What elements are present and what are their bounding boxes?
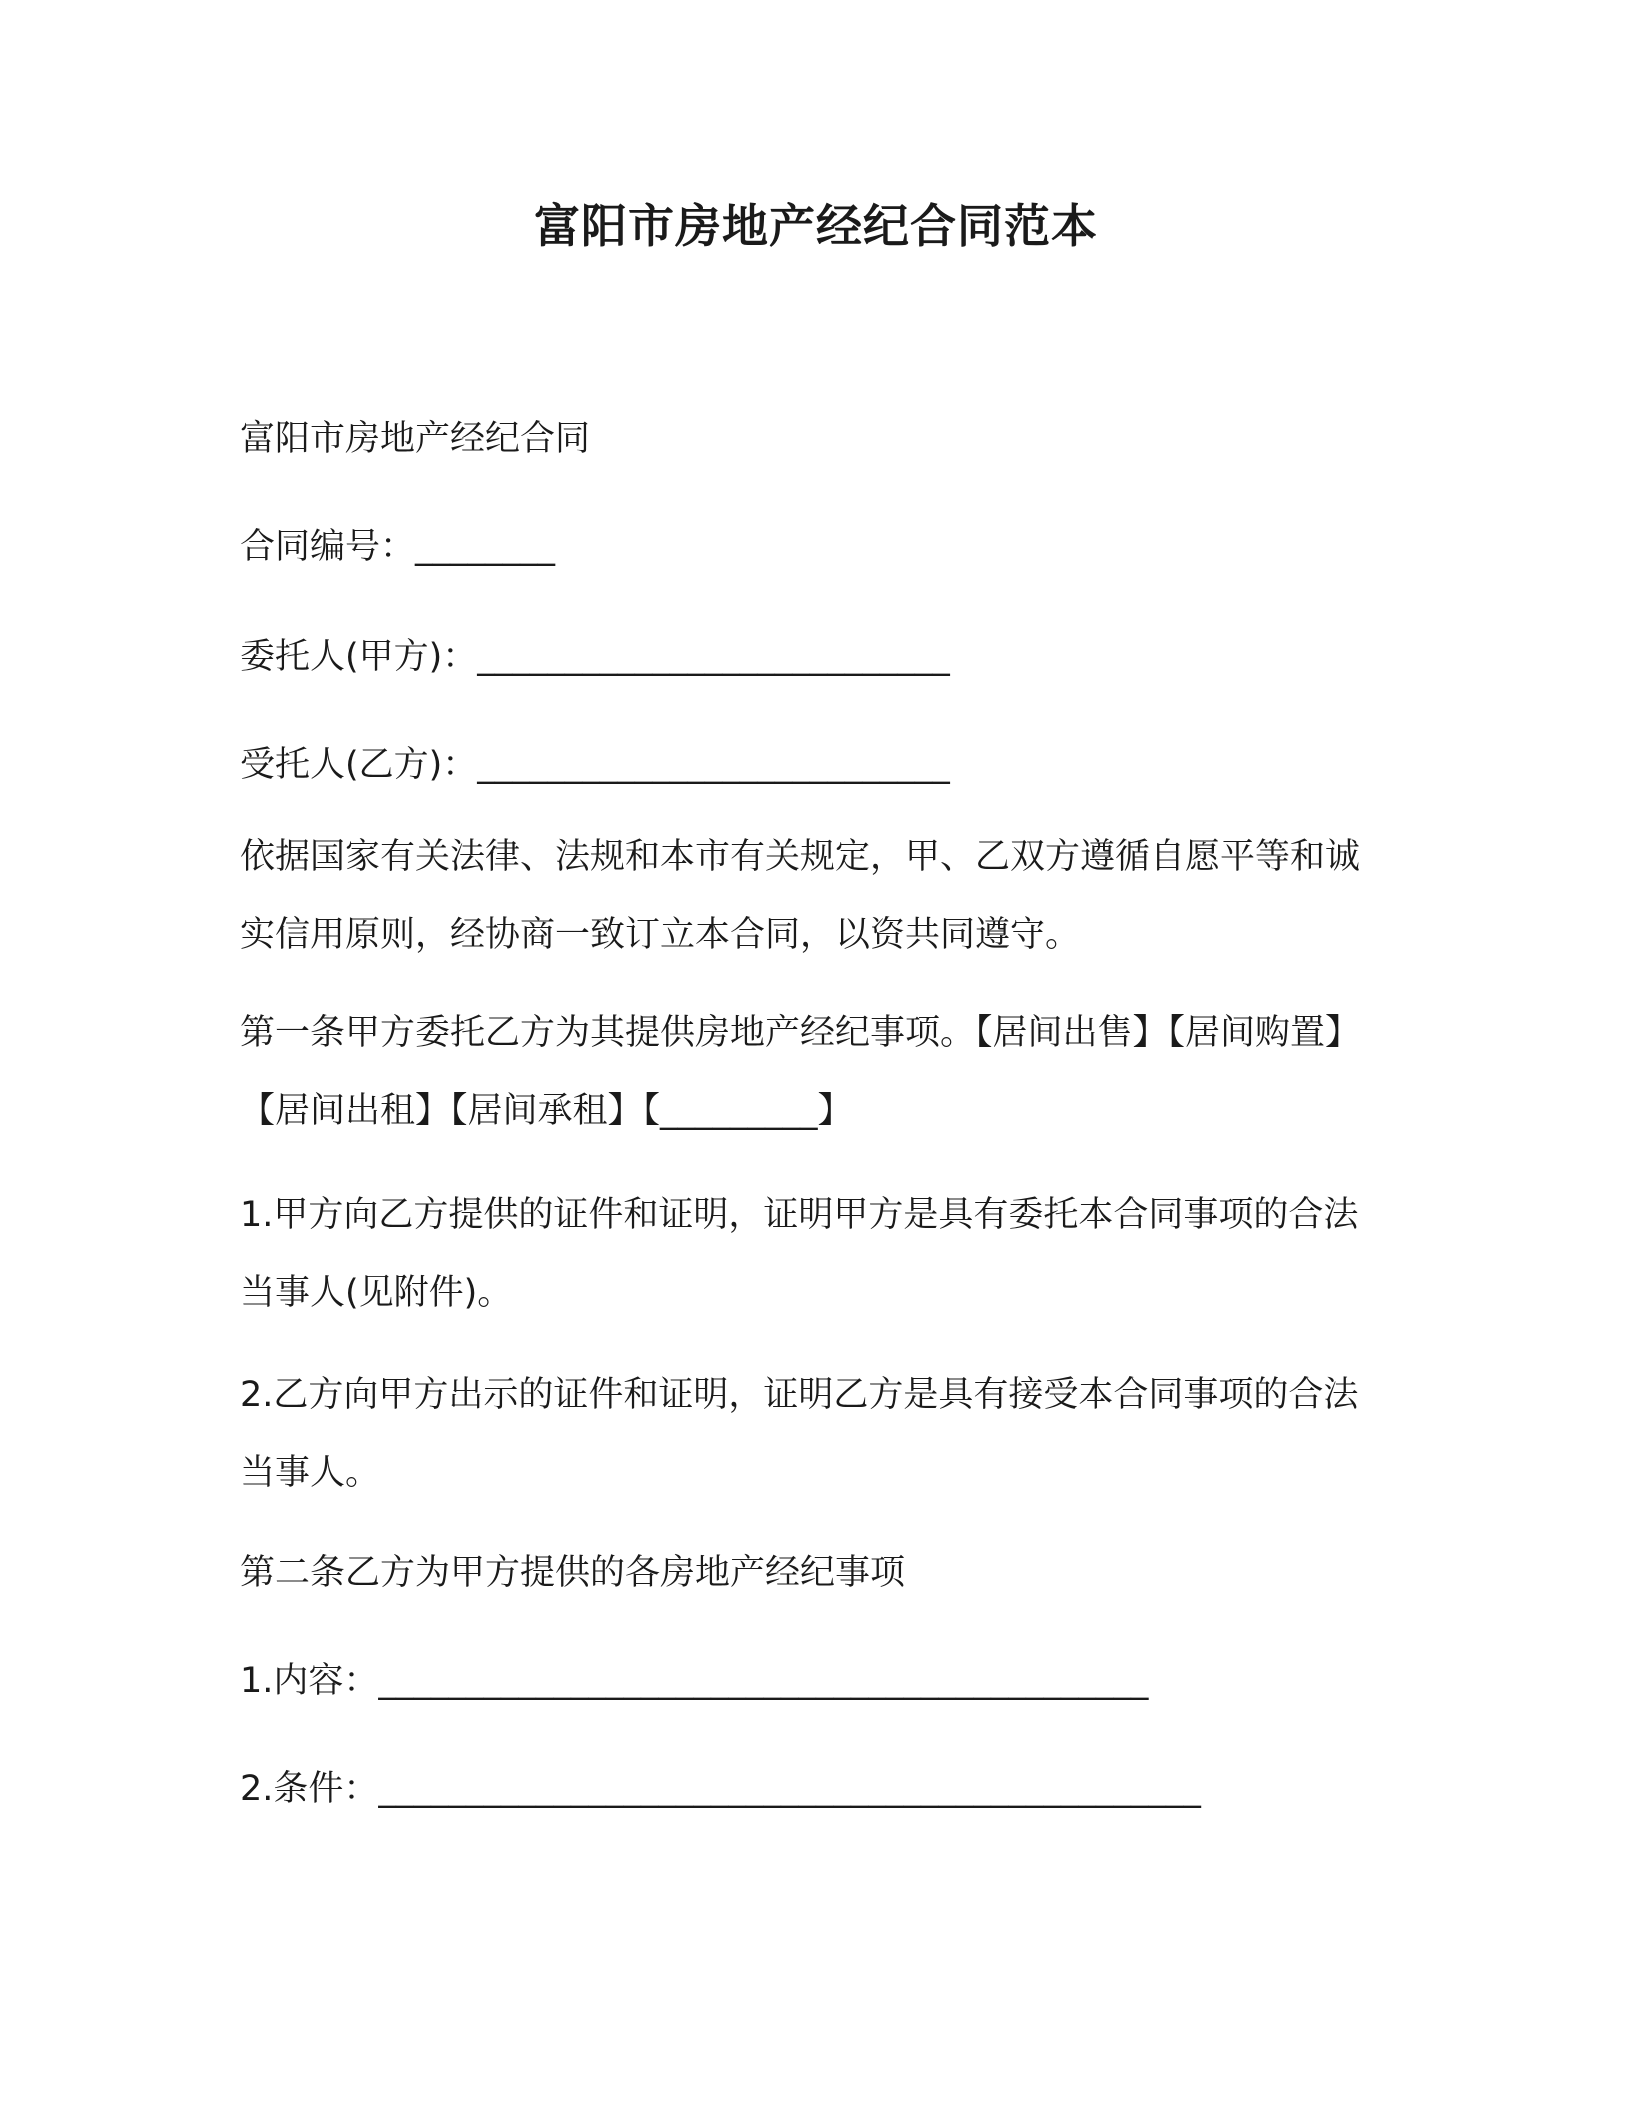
article-one-item-1: 1.甲方向乙方提供的证件和证明，证明甲方是具有委托本合同事项的合法当事人(见附件)。 (240, 1195, 1359, 1313)
contract-number-line: 合同编号：________ (240, 527, 556, 567)
article-one-item-2: 2.乙方向甲方出示的证件和证明，证明乙方是具有接受本合同事项的合法当事人。 (240, 1375, 1359, 1493)
party-b-line: 受托人(乙方)：___________________________ (240, 745, 950, 785)
article-two-heading: 第二条乙方为甲方提供的各房地产经纪事项 (240, 1553, 906, 1593)
article-two-item-1: 1.内容：____________________________________________ (240, 1661, 1149, 1701)
article-one-paragraph: 第一条甲方委托乙方为其提供房地产经纪事项。【居间出售】【居间购置】【居间出租】【居间承租】【_________】 (240, 1013, 1361, 1131)
document-title: 富阳市房地产经纪合同范本 (534, 199, 1098, 253)
party-a-line: 委托人(甲方)：___________________________ (240, 637, 950, 677)
preamble-paragraph: 依据国家有关法律、法规和本市有关规定，甲、乙双方遵循自愿平等和诚实信用原则，经协商一致订立本合同，以资共同遵守。 (240, 837, 1361, 955)
article-two-item-2: 2.条件：_______________________________________________ (240, 1769, 1201, 1809)
contract-heading: 富阳市房地产经纪合同 (240, 419, 591, 459)
